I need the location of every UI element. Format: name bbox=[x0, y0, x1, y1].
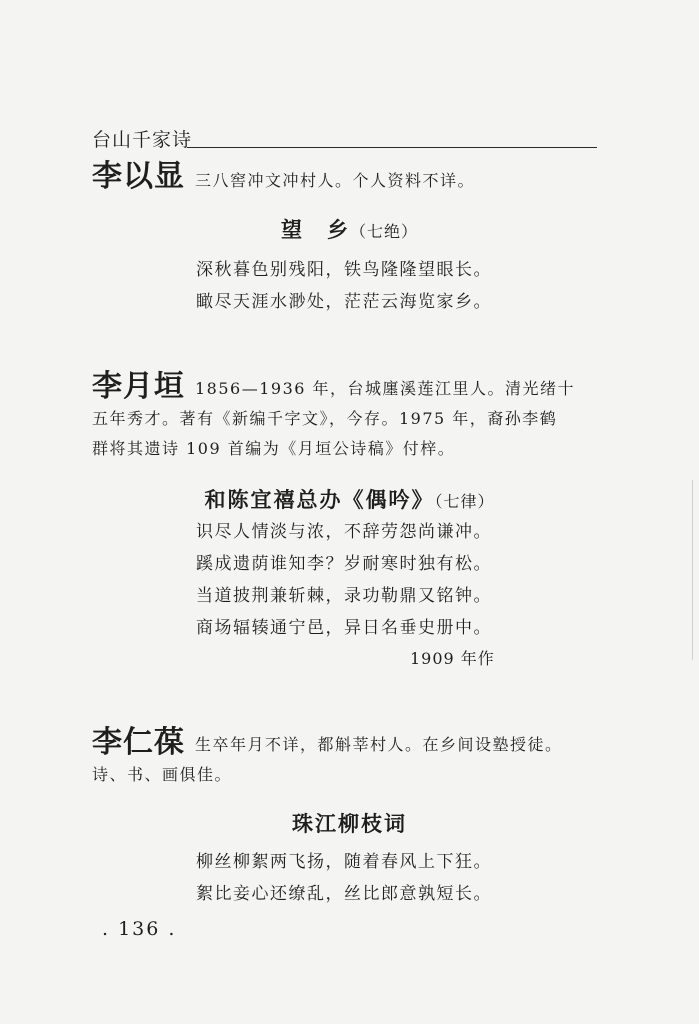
header-rule bbox=[187, 147, 597, 148]
verse-line: 柳丝柳絮两飞扬，随着春风上下狂。 bbox=[196, 852, 492, 872]
poet-name: 李仁葆 bbox=[92, 725, 185, 760]
verse-line: 蹊成遗荫谁知李？岁耐寒时独有松。 bbox=[196, 554, 492, 574]
poet-name: 李以显 bbox=[92, 159, 185, 194]
poem-form: （七绝） bbox=[349, 222, 418, 241]
poem-title-text: 和陈宜禧总办《偶吟》 bbox=[204, 488, 435, 512]
poet-bio-line: 诗、书、画俱佳。 bbox=[92, 765, 233, 784]
poet-bio-line: 三八窖冲文冲村人。个人资料不详。 bbox=[195, 171, 476, 190]
poem-title-text: 珠江柳枝词 bbox=[292, 812, 407, 836]
scan-edge-mark bbox=[692, 480, 693, 660]
running-header bbox=[92, 125, 597, 153]
composition-date: 1909 年作 bbox=[410, 649, 495, 668]
verse-line: 深秋暮色别残阳，铁鸟隆隆望眼长。 bbox=[196, 260, 492, 280]
verse-line: 絮比妾心还缭乱，丝比郎意孰短长。 bbox=[196, 884, 492, 904]
verse-line: 识尽人情淡与浓，不辞劳怨尚谦冲。 bbox=[196, 522, 492, 542]
poem-title bbox=[0, 484, 699, 514]
poem-title bbox=[0, 214, 699, 244]
poet-bio-line: 1856—1936 年，台城廛溪莲江里人。清光绪十 bbox=[195, 379, 576, 398]
poet-name: 李月垣 bbox=[92, 369, 185, 404]
page-number: . 136 . bbox=[102, 918, 177, 940]
poet-bio-line: 生卒年月不详，都斛莘村人。在乡间设塾授徒。 bbox=[195, 735, 563, 754]
verse-line: 当道披荆兼斩棘，录功勒鼎又铭钟。 bbox=[196, 586, 492, 606]
book-title: 台山千家诗 bbox=[92, 129, 193, 151]
poem-title bbox=[0, 808, 699, 838]
poem-title-text: 望 乡 bbox=[280, 218, 350, 242]
verse-line: 商场辐辏通宁邑，异日名垂史册中。 bbox=[196, 618, 492, 638]
poet-bio-line: 群将其遗诗 109 首编为《月垣公诗稿》付梓。 bbox=[92, 439, 456, 458]
poem-form: （七律） bbox=[434, 492, 495, 511]
poet-bio-line: 五年秀才。著有《新编千字文》，今存。1975 年，裔孙李鹤 bbox=[92, 409, 558, 428]
verse-line: 瞰尽天涯水渺处，茫茫云海览家乡。 bbox=[196, 292, 492, 312]
